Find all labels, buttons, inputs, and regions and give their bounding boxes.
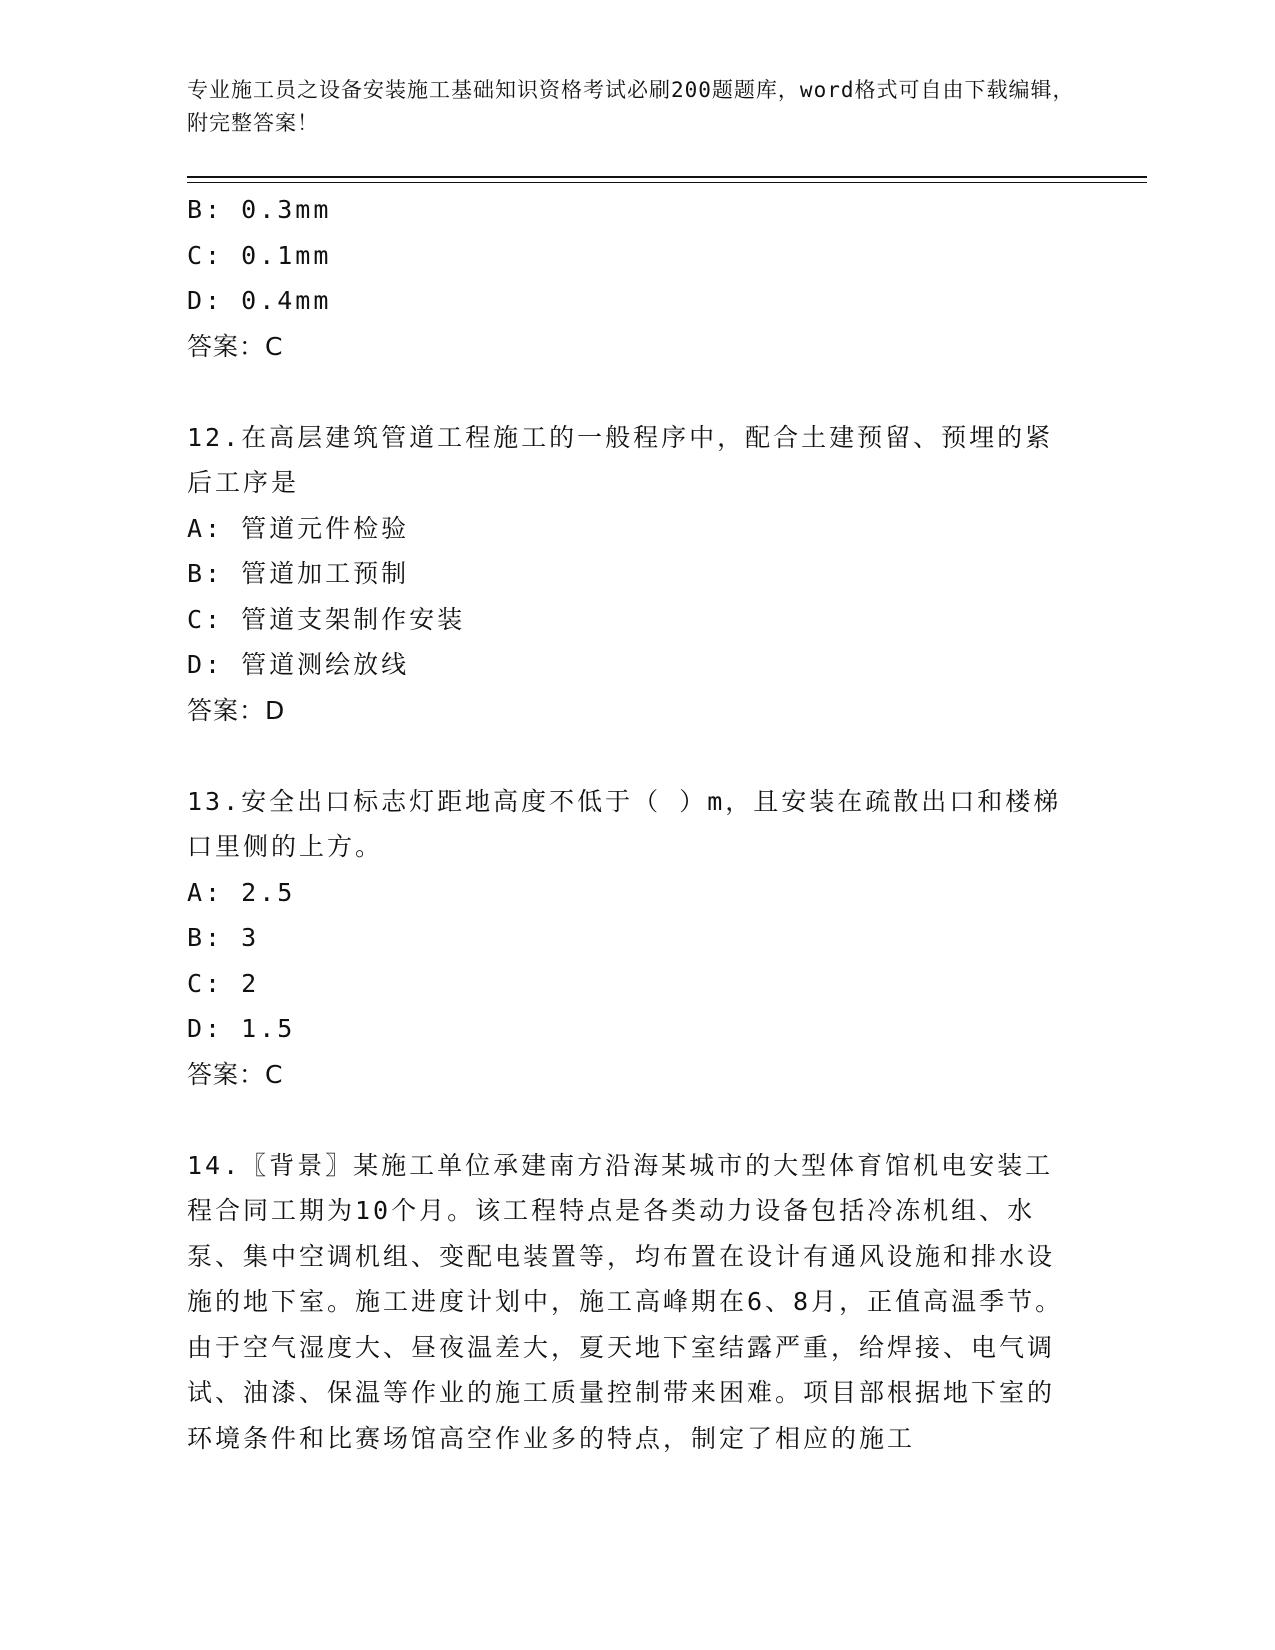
answer: 答案：C xyxy=(187,1059,284,1089)
answer: 答案：D xyxy=(187,695,286,725)
option-c: C: 2 xyxy=(187,968,260,998)
spacer xyxy=(187,1097,1067,1143)
option-d: D: 0.4mm xyxy=(187,286,332,315)
header-title: 专业施工员之设备安装施工基础知识资格考试必刷200题题库，word格式可自由下载编辑，附完整答案！ xyxy=(187,78,1075,135)
question-12 xyxy=(187,415,1067,734)
question-11 xyxy=(187,187,1067,369)
spacer xyxy=(187,733,1067,779)
header-rule-thin xyxy=(187,182,1147,183)
question-14 xyxy=(187,1143,1067,1462)
option-b: B: 3 xyxy=(187,923,260,952)
question-13 xyxy=(187,779,1067,1098)
document-body xyxy=(187,187,1067,1461)
question-text: 12.在高层建筑管道工程施工的一般程序中，配合土建预留、预埋的紧后工序是 xyxy=(187,422,1054,497)
option-d: D: 1.5 xyxy=(187,1014,296,1043)
spacer xyxy=(187,369,1067,415)
option-a: A: 2.5 xyxy=(187,877,296,907)
option-c: C: 0.1mm xyxy=(187,240,332,270)
answer: 答案：C xyxy=(187,331,284,361)
question-text: 13.安全出口标志灯距地高度不低于（ ）m，且安装在疏散出口和楼梯口里侧的上方。 xyxy=(187,786,1062,861)
document-header xyxy=(187,74,1087,140)
option-d: D: 管道测绘放线 xyxy=(187,650,410,679)
option-b: B: 0.3mm xyxy=(187,195,332,224)
question-text: 14.〖背景〗某施工单位承建南方沿海某城市的大型体育馆机电安装工程合同工期为10个月。该工程特点是各类动力设备包括冷冻机组、水泵、集中空调机组、变配电装置等，均布置在设计有通风设施和排水设施的地下室。施工进度计划中，施工高峰期在6、8月，正值高温季节。由于空气湿度大、昼夜温差大，夏天地下室结露严重，给焊接、电气调试、油漆、保温等作业的施工质量控制带来困难。项目部根据地下室的环境条件和比赛场馆高空作业多的特点，制定了相应的施工 xyxy=(187,1150,1064,1453)
option-a: A: 管道元件检验 xyxy=(187,513,410,543)
option-c: C: 管道支架制作安装 xyxy=(187,604,466,634)
option-b: B: 管道加工预制 xyxy=(187,559,410,588)
header-rule-thick xyxy=(187,176,1147,178)
